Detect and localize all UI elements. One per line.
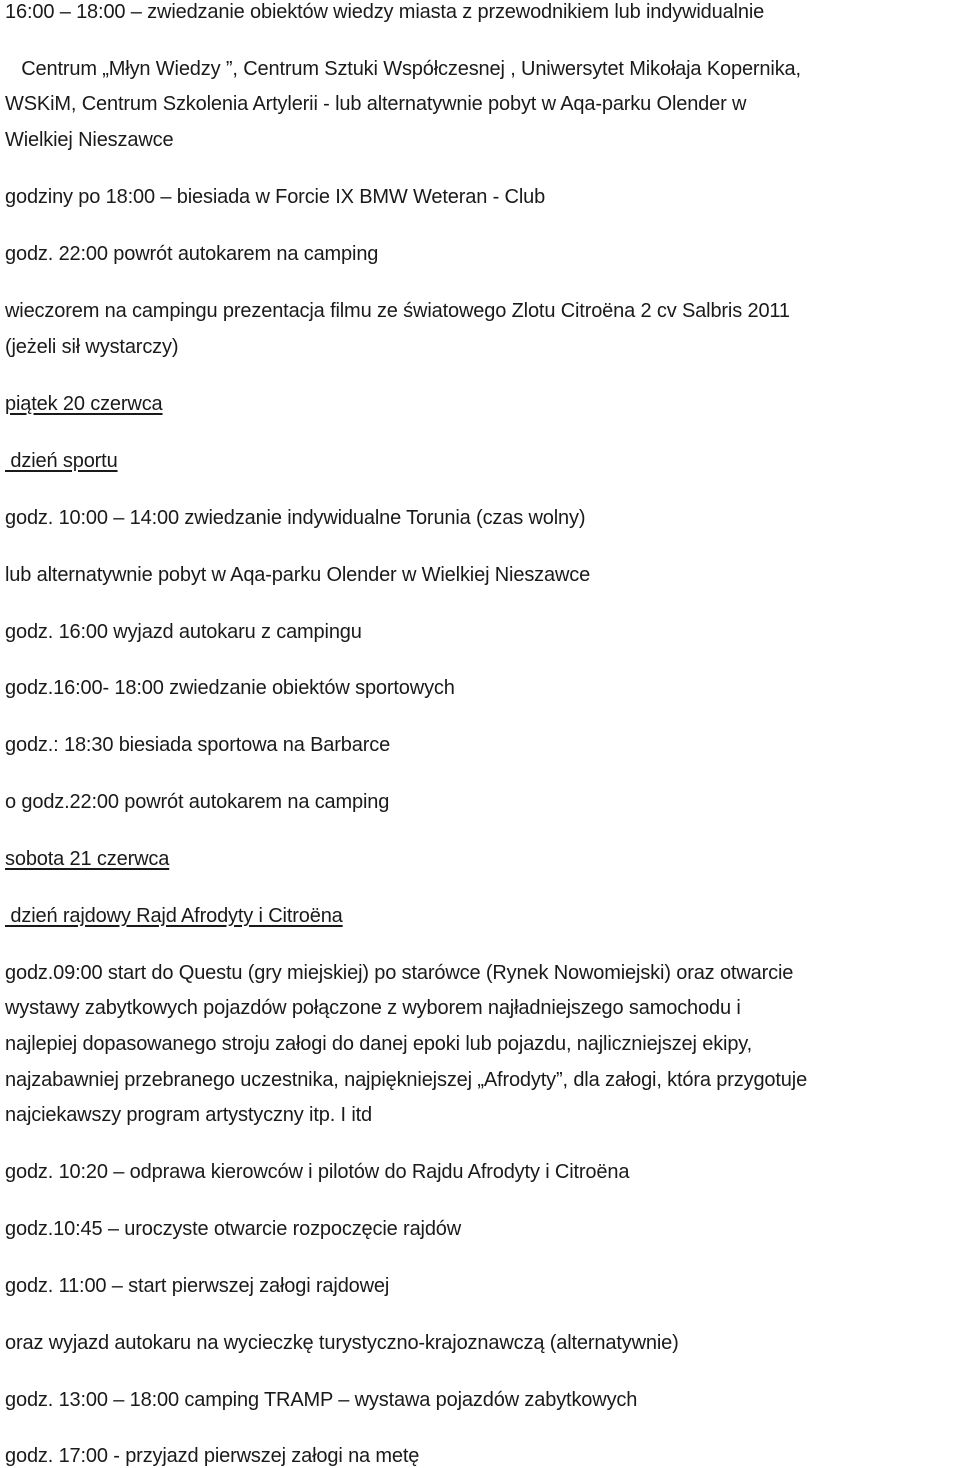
- schedule-line: (jeżeli sił wystarczy): [5, 336, 179, 358]
- schedule-line: godz.09:00 start do Questu (gry miejskiej) po starówce (Rynek Nowomiejski) oraz otwarcie: [5, 962, 794, 984]
- schedule-line: godz.16:00- 18:00 zwiedzanie obiektów sportowych: [5, 677, 455, 699]
- schedule-line: 16:00 – 18:00 – zwiedzanie obiektów wiedzy miasta z przewodnikiem lub indywidualnie: [5, 1, 765, 23]
- day-subheading-sport: dzień sportu: [5, 450, 118, 472]
- schedule-line: godz. 22:00 powrót autokarem na camping: [5, 243, 379, 265]
- schedule-line: najlepiej dopasowanego stroju załogi do danej epoki lub pojazdu, najliczniejszej ekipy,: [5, 1033, 753, 1055]
- schedule-line: najciekawszy program artystyczny itp. I itd: [5, 1104, 373, 1126]
- schedule-line: WSKiM, Centrum Szkolenia Artylerii - lub alternatywnie pobyt w Aqa-parku Olender w: [5, 93, 747, 115]
- schedule-line: godz. 10:00 – 14:00 zwiedzanie indywidualne Torunia (czas wolny): [5, 507, 586, 529]
- schedule-line: oraz wyjazd autokaru na wycieczkę turystyczno-krajoznawczą (alternatywnie): [5, 1332, 679, 1354]
- schedule-line: godz. 13:00 – 18:00 camping TRAMP – wystawa pojazdów zabytkowych: [5, 1389, 638, 1411]
- schedule-line: godziny po 18:00 – biesiada w Forcie IX BMW Weteran - Club: [5, 186, 546, 208]
- schedule-line: godz. 11:00 – start pierwszej załogi rajdowej: [5, 1275, 390, 1297]
- day-heading-friday: piątek 20 czerwca: [5, 393, 163, 415]
- day-heading-saturday: sobota 21 czerwca: [5, 848, 170, 870]
- schedule-line: najzabawniej przebranego uczestnika, najpiękniejszej „Afrodyty”, dla załogi, która przygotuje: [5, 1069, 808, 1091]
- schedule-line: godz.: 18:30 biesiada sportowa na Barbarce: [5, 734, 391, 756]
- schedule-line: wystawy zabytkowych pojazdów połączone z wyborem najładniejszego samochodu i: [5, 997, 741, 1019]
- schedule-line: o godz.22:00 powrót autokarem na camping: [5, 791, 390, 813]
- day-subheading-rally: dzień rajdowy Rajd Afrodyty i Citroëna: [5, 905, 343, 927]
- schedule-line: Wielkiej Nieszawce: [5, 129, 174, 151]
- schedule-line: godz. 17:00 - przyjazd pierwszej załogi na metę: [5, 1445, 420, 1467]
- schedule-line: godz. 10:20 – odprawa kierowców i pilotów do Rajdu Afrodyty i Citroëna: [5, 1161, 630, 1183]
- schedule-line: godz.10:45 – uroczyste otwarcie rozpoczęcie rajdów: [5, 1218, 462, 1240]
- schedule-line: wieczorem na campingu prezentacja filmu ze światowego Zlotu Citroëna 2 cv Salbris 2011: [5, 300, 790, 322]
- schedule-line: Centrum „Młyn Wiedzy ”, Centrum Sztuki Współczesnej , Uniwersytet Mikołaja Kopernika,: [5, 58, 801, 80]
- schedule-line: godz. 16:00 wyjazd autokaru z campingu: [5, 621, 362, 643]
- schedule-line: lub alternatywnie pobyt w Aqa-parku Olender w Wielkiej Nieszawce: [5, 564, 591, 586]
